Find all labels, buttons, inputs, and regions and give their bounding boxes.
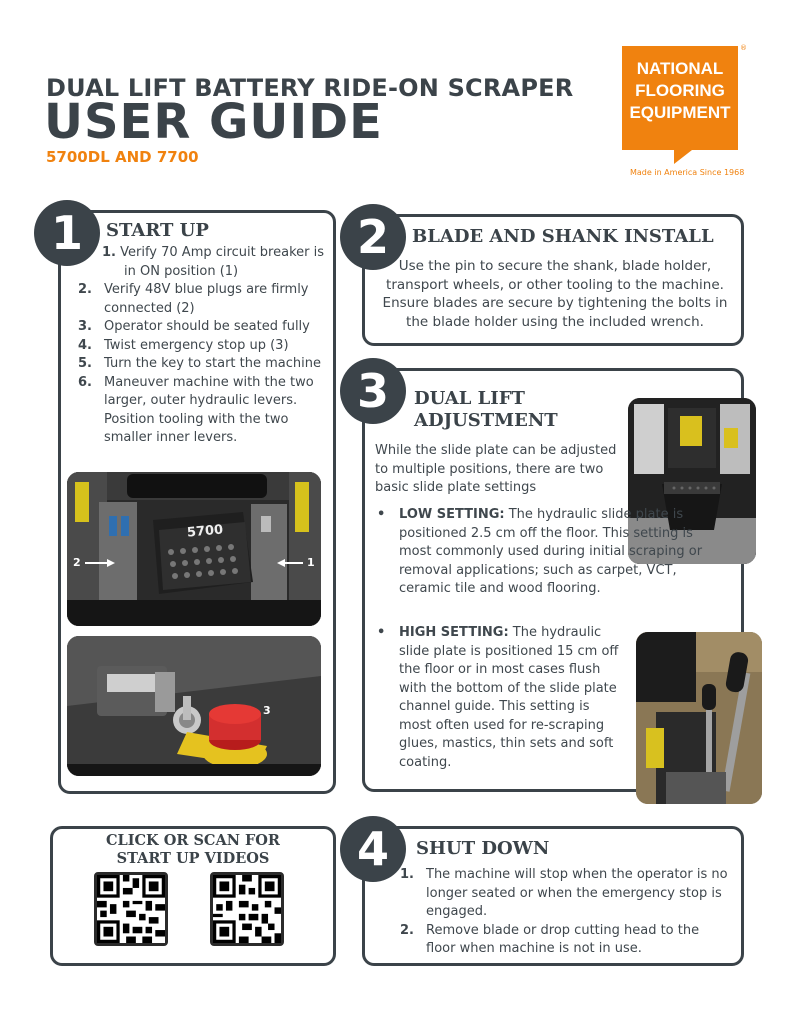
photo-estop-illustration bbox=[67, 636, 321, 776]
high-setting-item: • HIGH SETTING: The hydraulic slide plate is positioned 15 cm off the floor or in most cases flush with the bottom of the slide plate channel guide. This setting is most often used for re-scraping glues, mastics, thin sets and soft coating. bbox=[377, 625, 619, 770]
dual-lift-intro: While the slide plate can be adjusted to multiple positions, there are two basic slide plate settings bbox=[375, 443, 617, 495]
qr-code-icon bbox=[213, 875, 281, 943]
logo-tagline: Made in America Since 1968 bbox=[630, 168, 745, 177]
photo-label-1: 1 bbox=[307, 556, 315, 569]
photo-key-and-emergency-stop bbox=[67, 636, 321, 776]
section-number-4: 4 bbox=[340, 816, 406, 882]
section-title-dual-lift bbox=[414, 388, 558, 432]
start-up-steps bbox=[78, 244, 324, 448]
start-up-step: 2. Verify 48V blue plugs are firmly connected (2) bbox=[78, 282, 309, 316]
start-up-step: 6. Maneuver machine with the two larger, outer hydraulic levers. Position tooling with the two smaller inner levers. bbox=[78, 374, 314, 445]
start-up-step: 5. Turn the key to start the machine bbox=[78, 356, 321, 371]
logo-speech-tail bbox=[674, 150, 692, 164]
low-setting-label: LOW SETTING: bbox=[399, 507, 505, 522]
section-number-3: 3 bbox=[340, 358, 406, 424]
startup-videos-line2: START UP VIDEOS bbox=[116, 850, 270, 867]
section-title-start-up: START UP bbox=[106, 220, 209, 241]
company-logo bbox=[622, 46, 738, 150]
model-numbers: 5700DL AND 7700 bbox=[46, 148, 199, 166]
photo-breaker-illustration bbox=[67, 472, 321, 626]
low-setting-item: • LOW SETTING: The hydraulic slide plate is positioned 2.5 cm off the floor. This setting is most commonly used during initial scraping or removal applications; such as carpet, VCT, ceramic tile and wood flooring. bbox=[377, 507, 703, 596]
dual-lift-title-line1: DUAL LIFT bbox=[414, 388, 525, 409]
section-title-blade-shank: BLADE AND SHANK INSTALL bbox=[412, 226, 714, 247]
start-up-step: 1. Verify 70 Amp circuit breaker is in ON position (1) bbox=[102, 245, 324, 279]
document-subtitle: DUAL LIFT BATTERY RIDE-ON SCRAPER bbox=[46, 74, 574, 102]
logo-line-equipment: EQUIPMENT bbox=[629, 103, 731, 122]
dual-lift-settings bbox=[375, 506, 705, 609]
photo-breaker-and-plugs bbox=[67, 472, 321, 626]
logo-line-national: NATIONAL bbox=[636, 59, 724, 78]
high-setting-label: HIGH SETTING: bbox=[399, 625, 509, 640]
startup-videos-heading bbox=[50, 832, 336, 868]
shut-down-step: 1. The machine will stop when the operator is no longer seated or when the emergency stop is engaged. bbox=[400, 867, 728, 919]
section-number-1: 1 bbox=[34, 200, 100, 266]
dual-lift-settings-high bbox=[375, 624, 625, 782]
photo-hydraulic-levers bbox=[636, 632, 762, 804]
logo-line-flooring: FLOORING bbox=[635, 81, 725, 100]
start-up-step: 3. Operator should be seated fully bbox=[78, 319, 310, 334]
section-title-shut-down: SHUT DOWN bbox=[416, 838, 550, 859]
qr-code-icon bbox=[97, 875, 165, 943]
shut-down-step: 2. Remove blade or drop cutting head to the floor when machine is not in use. bbox=[400, 922, 700, 956]
photo-label-2: 2 bbox=[73, 556, 81, 569]
photo-levers-illustration bbox=[636, 632, 762, 804]
low-setting-text: The hydraulic slide plate is positioned 2.5 cm off the floor. This setting is most commonly used during initial scraping or removal applications; such as carpet, VCT, ceramic tile and wood flooring. bbox=[399, 507, 703, 596]
photo-label-3: 3 bbox=[263, 704, 271, 717]
start-up-step: 4. Twist emergency stop up (3) bbox=[78, 337, 289, 353]
machine-badge: 5700 bbox=[186, 522, 224, 541]
shut-down-steps bbox=[400, 866, 730, 959]
document-title: USER GUIDE bbox=[44, 94, 383, 150]
startup-videos-line1: CLICK OR SCAN FOR bbox=[106, 832, 280, 849]
dual-lift-title-line2: ADJUSTMENT bbox=[414, 410, 558, 431]
high-setting-text: The hydraulic slide plate is positioned 15 cm off the floor or in most cases flush with the bottom of the slide plate channel guide. This setting is most often used for re-scraping glues, mastics, thin sets and soft coating. bbox=[399, 625, 619, 770]
qr-code-video-1[interactable] bbox=[94, 872, 168, 946]
blade-shank-instructions: Use the pin to secure the shank, blade holder, transport wheels, or other tooling to the machine. Ensure blades are secure by tightening the bolts in the blade holder using the included wrench. bbox=[382, 258, 728, 330]
qr-code-video-2[interactable] bbox=[210, 872, 284, 946]
registered-mark: ® bbox=[740, 44, 747, 52]
section-number-2: 2 bbox=[340, 204, 406, 270]
